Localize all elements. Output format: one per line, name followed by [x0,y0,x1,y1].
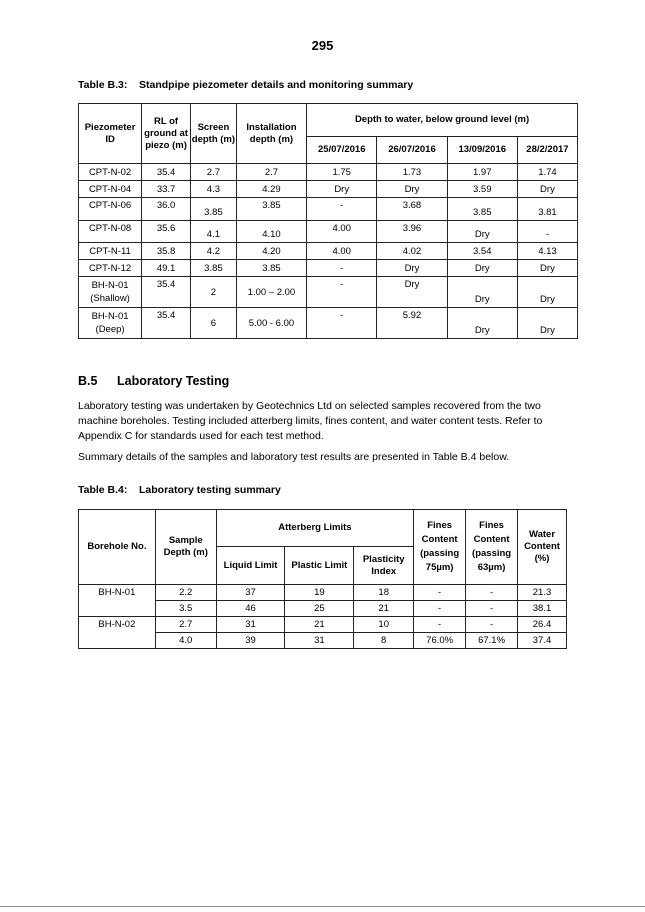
cell-water-content: 21.3 [518,585,567,601]
cell-depth: - [307,198,377,221]
cell-depth: Dry [517,277,577,308]
table-b3-caption-text: Standpipe piezometer details and monitoring summary [139,79,414,91]
cell-water-content: 38.1 [518,601,567,617]
cell-depth: Dry [517,260,577,277]
table-b4-caption [78,484,281,496]
header-sample-depth: Sample Depth (m) [155,510,216,585]
cell-rl: 33.7 [142,181,191,198]
table-row [79,585,567,601]
table-b4-caption-number: Table B.4: [78,484,128,496]
cell-depth: 2.7 [155,617,216,633]
cell-plasticity-index: 18 [354,585,414,601]
cell-depth: - [307,308,377,339]
header-date-3: 13/09/2016 [447,137,517,164]
lab-testing-table [78,509,567,649]
table-row [79,198,578,221]
header-date-1: 25/07/2016 [307,137,377,164]
table-row [79,243,578,260]
header-screen-depth: Screen depth (m) [191,104,237,164]
cell-depth: 3.5 [155,601,216,617]
cell-rl: 35.4 [142,277,191,308]
cell-install: 4.10 [236,221,306,243]
header-liquid-limit: Liquid Limit [216,547,285,585]
cell-id: CPT-N-06 [79,198,142,221]
cell-depth: 1.74 [517,164,577,181]
page-number: 295 [311,38,334,53]
cell-plastic-limit: 21 [285,617,354,633]
cell-borehole: BH-N-02 [79,617,156,633]
table-row [79,164,578,181]
cell-water-content: 37.4 [518,633,567,649]
cell-screen: 2.7 [191,164,237,181]
cell-rl: 35.4 [142,164,191,181]
table-row [79,260,578,277]
cell-fines-75: - [414,585,466,601]
cell-borehole [79,633,156,649]
piezometer-table [78,103,578,339]
cell-plastic-limit: 19 [285,585,354,601]
cell-depth: Dry [447,308,517,339]
cell-depth: 2.2 [155,585,216,601]
table-row [79,601,567,617]
cell-plastic-limit: 31 [285,633,354,649]
cell-depth: 3.96 [377,221,447,243]
cell-depth: 1.75 [307,164,377,181]
cell-plasticity-index: 10 [354,617,414,633]
cell-id: BH-N-01 (Deep) [79,308,142,339]
cell-screen: 3.85 [191,198,237,221]
section-number: B.5 [78,374,98,388]
cell-id: CPT-N-12 [79,260,142,277]
cell-depth: 5.92 [377,308,447,339]
cell-screen: 6 [191,308,237,339]
cell-screen: 4.2 [191,243,237,260]
cell-screen: 2 [191,277,237,308]
cell-borehole: BH-N-01 [79,585,156,601]
cell-rl: 35.8 [142,243,191,260]
cell-fines-75: - [414,617,466,633]
paragraph-summary: Summary details of the samples and laboratory test results are presented in Table B.4 below. [78,451,510,463]
table-row [79,617,567,633]
cell-depth: Dry [377,260,447,277]
cell-liquid-limit: 39 [216,633,285,649]
cell-plasticity-index: 8 [354,633,414,649]
cell-fines-63: - [466,601,518,617]
cell-rl: 49.1 [142,260,191,277]
cell-rl: 35.4 [142,308,191,339]
cell-depth: Dry [307,181,377,198]
cell-depth: Dry [447,260,517,277]
cell-id: CPT-N-02 [79,164,142,181]
cell-fines-63: 67.1% [466,633,518,649]
cell-install: 4.20 [236,243,306,260]
cell-depth: Dry [377,181,447,198]
cell-depth: 4.0 [155,633,216,649]
table-row [79,308,578,339]
cell-depth: Dry [447,277,517,308]
header-plasticity-index: Plasticity Index [354,547,414,585]
cell-fines-75: - [414,601,466,617]
table-row [79,181,578,198]
cell-screen: 4.3 [191,181,237,198]
header-depth-to-water: Depth to water, below ground level (m) [307,104,578,137]
header-date-4: 28/2/2017 [517,137,577,164]
cell-screen: 3.85 [191,260,237,277]
section-heading [78,374,229,388]
cell-screen: 4.1 [191,221,237,243]
cell-depth: 3.68 [377,198,447,221]
cell-id: CPT-N-11 [79,243,142,260]
cell-fines-75: 76.0% [414,633,466,649]
header-fines-63: Fines Content (passing 63µm) [466,510,518,585]
header-borehole: Borehole No. [79,510,156,585]
table-b3-caption [78,79,413,91]
cell-depth: 3.54 [447,243,517,260]
cell-install: 1.00 – 2.00 [236,277,306,308]
table-row [79,277,578,308]
header-date-2: 26/07/2016 [377,137,447,164]
cell-liquid-limit: 46 [216,601,285,617]
cell-fines-63: - [466,585,518,601]
cell-depth: 4.13 [517,243,577,260]
cell-install: 3.85 [236,198,306,221]
table-row [79,633,567,649]
cell-depth: 3.81 [517,198,577,221]
page-bottom-divider [0,906,645,907]
cell-plastic-limit: 25 [285,601,354,617]
header-piezometer-id: Piezometer ID [79,104,142,164]
header-atterberg-limits: Atterberg Limits [216,510,413,547]
header-plastic-limit: Plastic Limit [285,547,354,585]
cell-id: BH-N-01 (Shallow) [79,277,142,308]
header-installation-depth: Installation depth (m) [236,104,306,164]
cell-id: CPT-N-04 [79,181,142,198]
cell-fines-63: - [466,617,518,633]
table-row [79,221,578,243]
cell-depth: 4.00 [307,221,377,243]
cell-rl: 36.0 [142,198,191,221]
header-rl-ground: RL of ground at piezo (m) [142,104,191,164]
cell-water-content: 26.4 [518,617,567,633]
cell-depth: 1.73 [377,164,447,181]
cell-install: 4.29 [236,181,306,198]
cell-liquid-limit: 31 [216,617,285,633]
cell-depth: - [307,277,377,308]
table-b4-caption-text: Laboratory testing summary [139,484,281,496]
cell-install: 3.85 [236,260,306,277]
cell-depth: Dry [447,221,517,243]
cell-depth: 3.59 [447,181,517,198]
cell-depth: Dry [517,181,577,198]
cell-rl: 35.6 [142,221,191,243]
cell-borehole [79,601,156,617]
cell-depth: - [307,260,377,277]
section-title: Laboratory Testing [117,374,230,388]
cell-depth: 4.00 [307,243,377,260]
cell-id: CPT-N-08 [79,221,142,243]
paragraph-lab-testing: Laboratory testing was undertaken by Geotechnics Ltd on selected samples recovered from the two machine boreholes. Testing included atterberg limits, fines content, and water content tests. Refer to Appendix C for standards used for each test method. [78,400,543,442]
cell-depth: - [517,221,577,243]
cell-depth: 3.85 [447,198,517,221]
header-water-content: Water Content (%) [518,510,567,585]
cell-install: 5.00 - 6.00 [236,308,306,339]
cell-depth: 4.02 [377,243,447,260]
table-b3-caption-number: Table B.3: [78,79,128,91]
cell-depth: Dry [377,277,447,308]
header-fines-75: Fines Content (passing 75µm) [414,510,466,585]
cell-plasticity-index: 21 [354,601,414,617]
cell-liquid-limit: 37 [216,585,285,601]
cell-depth: Dry [517,308,577,339]
cell-depth: 1.97 [447,164,517,181]
cell-install: 2.7 [236,164,306,181]
